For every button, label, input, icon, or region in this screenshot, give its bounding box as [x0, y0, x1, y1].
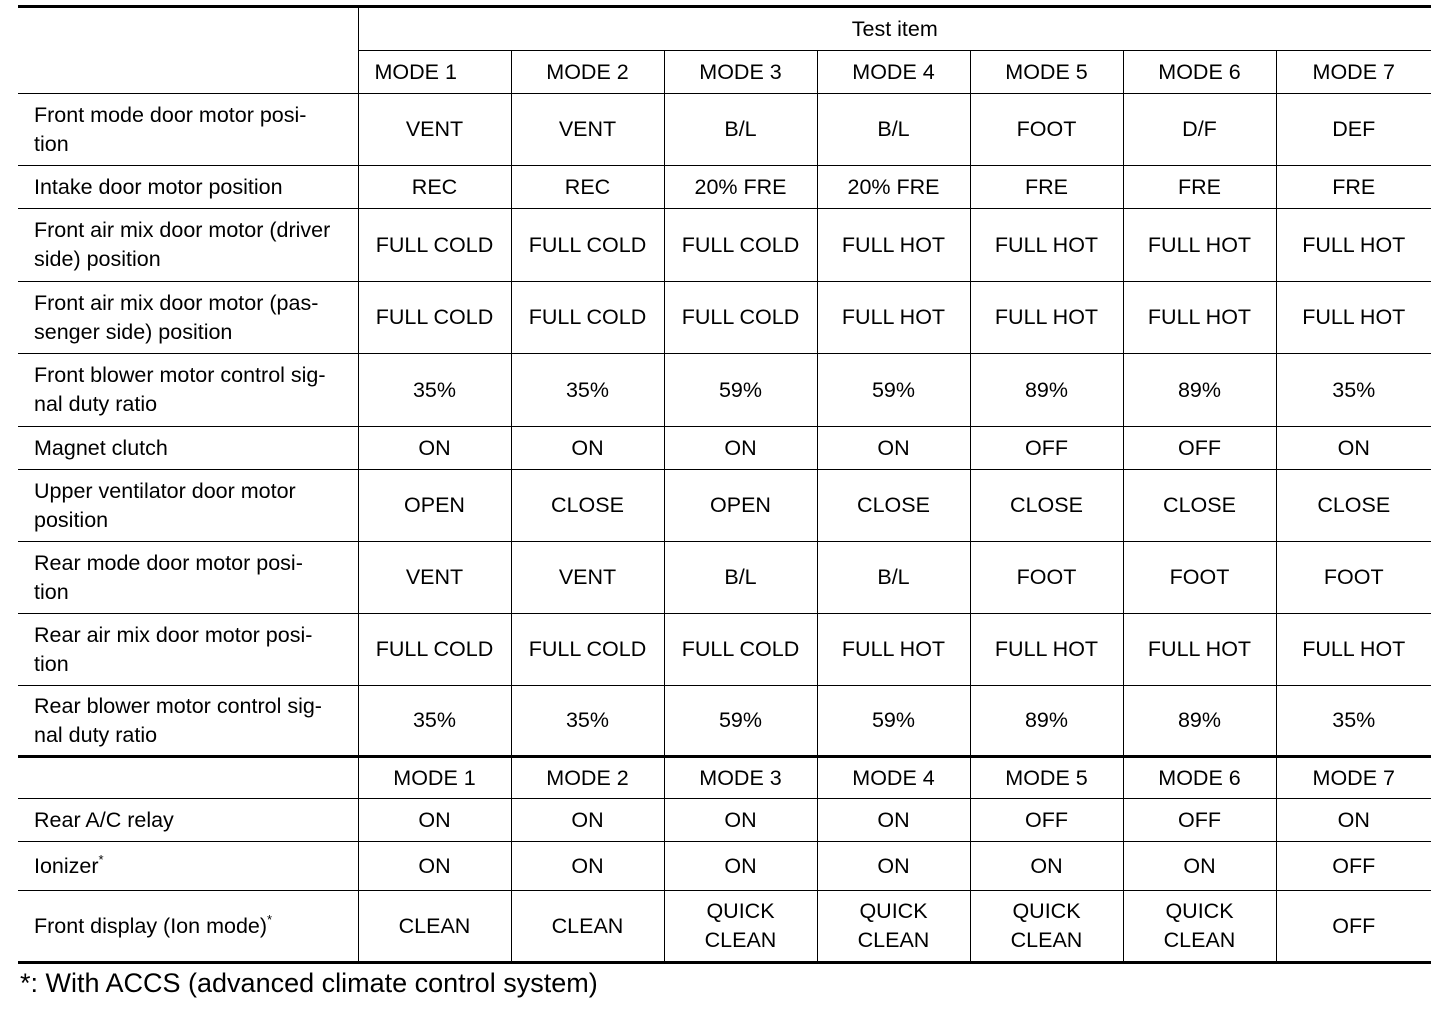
value-cell: CLOSE — [970, 470, 1123, 542]
value-line: OFF — [1178, 807, 1221, 832]
value-cell: 20% FRE — [664, 166, 817, 209]
value-cell: FULL HOT — [970, 614, 1123, 686]
mode-header-cell: MODE 6 — [1123, 51, 1276, 94]
value-cell: FULL HOT — [1123, 282, 1276, 354]
table-row — [18, 891, 1431, 963]
value-cell — [817, 799, 970, 842]
value-cell: FULL COLD — [511, 209, 664, 282]
value-cell: FULL HOT — [817, 209, 970, 282]
value-line: ON — [877, 853, 910, 878]
value-cell — [817, 842, 970, 891]
value-line: ON — [1030, 853, 1063, 878]
table-row — [18, 614, 1431, 686]
value-cell: CLOSE — [511, 470, 664, 542]
row-label-line: nal duty ratio — [34, 392, 158, 416]
row-label-line: tion — [34, 131, 69, 156]
table-row — [18, 470, 1431, 542]
value-line: QUICK — [859, 899, 928, 923]
value-line: ON — [571, 853, 604, 878]
row-label-line: nal duty ratio — [34, 722, 158, 747]
value-line: CLEAN — [551, 913, 624, 938]
value-line: ON — [418, 807, 451, 832]
row-label-text: Rear A/C relay — [34, 807, 174, 832]
value-cell: B/L — [664, 94, 817, 166]
value-cell: ON — [511, 427, 664, 470]
value-cell: CLOSE — [817, 470, 970, 542]
value-cell: FULL HOT — [970, 282, 1123, 354]
row-label-line: Rear mode door motor posi- — [34, 550, 303, 575]
value-cell: FULL COLD — [511, 282, 664, 354]
value-cell: FULL COLD — [664, 614, 817, 686]
row-label-line: Front mode door motor posi- — [34, 102, 307, 127]
value-line: ON — [571, 807, 604, 832]
row-label — [18, 614, 358, 686]
value-cell: VENT — [358, 94, 511, 166]
value-cell — [1123, 842, 1276, 891]
row-label-line: Front air mix door motor (driver — [34, 218, 331, 242]
value-line: ON — [1337, 807, 1370, 832]
value-cell — [970, 891, 1123, 963]
row-label-line: Intake door motor position — [34, 174, 283, 199]
value-cell: 59% — [664, 686, 817, 757]
value-cell: FULL COLD — [664, 209, 817, 282]
value-cell: B/L — [664, 542, 817, 614]
value-cell: ON — [358, 427, 511, 470]
row-label — [18, 166, 358, 209]
row-label — [18, 94, 358, 166]
row-label-text: Ionizer — [34, 853, 99, 878]
value-cell — [358, 842, 511, 891]
value-cell: VENT — [511, 542, 664, 614]
value-cell: ON — [1276, 427, 1431, 470]
value-cell: ON — [817, 427, 970, 470]
value-cell: FULL HOT — [1276, 209, 1431, 282]
row-label-text: Front display (Ion mode) — [34, 913, 268, 938]
row-label — [18, 842, 358, 891]
row-label-line: Upper ventilator door motor — [34, 478, 296, 503]
value-line: OFF — [1025, 807, 1068, 832]
row-label — [18, 209, 358, 282]
row-label — [18, 282, 358, 354]
value-cell: FULL COLD — [358, 209, 511, 282]
mode-header-cell: MODE 1 — [358, 757, 511, 799]
header-corner-cell — [18, 7, 358, 94]
value-line: CLEAN — [704, 928, 777, 952]
value-cell: FRE — [970, 166, 1123, 209]
value-cell: 35% — [1276, 354, 1431, 427]
footnote-marker: * — [267, 911, 273, 927]
value-cell: 59% — [817, 686, 970, 757]
value-line: CLEAN — [857, 928, 930, 952]
table-row — [18, 209, 1431, 282]
value-cell: FULL HOT — [970, 209, 1123, 282]
row-label-line: Magnet clutch — [34, 435, 168, 460]
value-cell: FULL HOT — [1276, 282, 1431, 354]
value-cell: FULL COLD — [358, 282, 511, 354]
value-cell: CLOSE — [1123, 470, 1276, 542]
value-cell — [358, 891, 511, 963]
value-cell: FOOT — [1123, 542, 1276, 614]
footnote-marker: * — [98, 851, 104, 867]
table-row — [18, 94, 1431, 166]
value-cell: VENT — [511, 94, 664, 166]
value-cell — [664, 891, 817, 963]
mode-header-cell: MODE 4 — [817, 757, 970, 799]
value-cell: B/L — [817, 94, 970, 166]
header-test-item: Test item — [358, 7, 1431, 51]
value-cell: FULL COLD — [358, 614, 511, 686]
table-row — [18, 799, 1431, 842]
mode-header-cell: MODE 1 — [358, 51, 511, 94]
value-cell: 59% — [664, 354, 817, 427]
value-line: ON — [1183, 853, 1216, 878]
value-cell: B/L — [817, 542, 970, 614]
value-cell: OPEN — [358, 470, 511, 542]
value-line: ON — [724, 853, 757, 878]
row-label-line: tion — [34, 579, 69, 604]
mode-header-cell: MODE 7 — [1276, 757, 1431, 799]
value-cell — [970, 842, 1123, 891]
value-line: CLEAN — [1010, 928, 1083, 952]
row-label — [18, 542, 358, 614]
value-cell: REC — [358, 166, 511, 209]
value-cell: FULL HOT — [1123, 209, 1276, 282]
footnote: *: With ACCS (advanced climate control system) — [20, 968, 598, 998]
row-label — [18, 427, 358, 470]
value-cell: FULL HOT — [1276, 614, 1431, 686]
value-cell — [1123, 799, 1276, 842]
mode-header-cell: MODE 6 — [1123, 757, 1276, 799]
value-cell: 35% — [1276, 686, 1431, 757]
value-cell: VENT — [358, 542, 511, 614]
value-cell — [817, 891, 970, 963]
value-cell: 35% — [358, 686, 511, 757]
value-line: CLEAN — [1163, 928, 1236, 952]
row-label — [18, 354, 358, 427]
value-cell: FULL HOT — [817, 282, 970, 354]
row-label-line: senger side) position — [34, 319, 233, 344]
value-cell: FULL HOT — [817, 614, 970, 686]
table-row — [18, 166, 1431, 209]
row-label-line: Front air mix door motor (pas- — [34, 290, 319, 315]
value-cell: REC — [511, 166, 664, 209]
row-label-line: Rear air mix door motor posi- — [34, 622, 313, 647]
mode-header-cell: MODE 3 — [664, 51, 817, 94]
value-cell: CLOSE — [1276, 470, 1431, 542]
row-label-line: position — [34, 507, 109, 532]
value-cell: FOOT — [970, 542, 1123, 614]
value-cell: 89% — [970, 354, 1123, 427]
value-line: QUICK — [1165, 899, 1234, 923]
row-label — [18, 686, 358, 757]
mode-header-cell: MODE 4 — [817, 51, 970, 94]
value-cell — [1123, 891, 1276, 963]
value-cell — [970, 799, 1123, 842]
value-cell — [358, 799, 511, 842]
row-label-line: Front blower motor control sig- — [34, 363, 326, 387]
value-cell — [511, 842, 664, 891]
row-label-line: Rear blower motor control sig- — [34, 693, 322, 718]
value-cell — [1276, 799, 1431, 842]
row-label-line: side) position — [34, 247, 161, 271]
value-cell: FOOT — [970, 94, 1123, 166]
header-row-group — [18, 7, 1431, 51]
mode-header-cell: MODE 3 — [664, 757, 817, 799]
value-line: ON — [877, 807, 910, 832]
value-cell: OPEN — [664, 470, 817, 542]
table-row — [18, 282, 1431, 354]
value-cell: 20% FRE — [817, 166, 970, 209]
value-cell: FULL COLD — [664, 282, 817, 354]
value-cell: 35% — [358, 354, 511, 427]
value-line: OFF — [1332, 913, 1376, 938]
value-cell: OFF — [1123, 427, 1276, 470]
value-cell: 59% — [817, 354, 970, 427]
value-cell: 89% — [1123, 686, 1276, 757]
value-cell: 35% — [511, 354, 664, 427]
table-row — [18, 542, 1431, 614]
value-cell — [664, 842, 817, 891]
value-cell: FULL HOT — [1123, 614, 1276, 686]
value-line: ON — [418, 853, 451, 878]
value-cell — [1276, 891, 1431, 963]
value-cell: ON — [664, 427, 817, 470]
mode-header-cell: MODE 2 — [511, 51, 664, 94]
mode-header-cell: MODE 5 — [970, 757, 1123, 799]
value-cell: 35% — [511, 686, 664, 757]
value-cell: DEF — [1276, 94, 1431, 166]
value-cell: OFF — [970, 427, 1123, 470]
value-line: OFF — [1332, 853, 1376, 878]
table-row — [18, 354, 1431, 427]
row-label — [18, 891, 358, 963]
value-cell — [511, 891, 664, 963]
value-cell: 89% — [1123, 354, 1276, 427]
value-cell: FRE — [1123, 166, 1276, 209]
value-line: CLEAN — [398, 913, 471, 938]
value-cell: FRE — [1276, 166, 1431, 209]
value-cell: FULL COLD — [511, 614, 664, 686]
header-corner-cell — [18, 757, 358, 799]
value-cell: FOOT — [1276, 542, 1431, 614]
mode-header-cell: MODE 2 — [511, 757, 664, 799]
row-label-line: tion — [34, 651, 69, 676]
test-item-table — [18, 5, 1431, 964]
value-cell — [511, 799, 664, 842]
table-row — [18, 686, 1431, 757]
table-row — [18, 427, 1431, 470]
value-cell: 89% — [970, 686, 1123, 757]
value-cell: D/F — [1123, 94, 1276, 166]
row-label — [18, 470, 358, 542]
value-line: QUICK — [1012, 899, 1081, 923]
value-cell — [1276, 842, 1431, 891]
value-cell — [664, 799, 817, 842]
value-line: QUICK — [706, 899, 775, 923]
mode-header-cell: MODE 5 — [970, 51, 1123, 94]
value-line: ON — [724, 807, 757, 832]
mode-header-cell: MODE 7 — [1276, 51, 1431, 94]
row-label — [18, 799, 358, 842]
table-row — [18, 842, 1431, 891]
header-row-modes-repeat — [18, 757, 1431, 799]
